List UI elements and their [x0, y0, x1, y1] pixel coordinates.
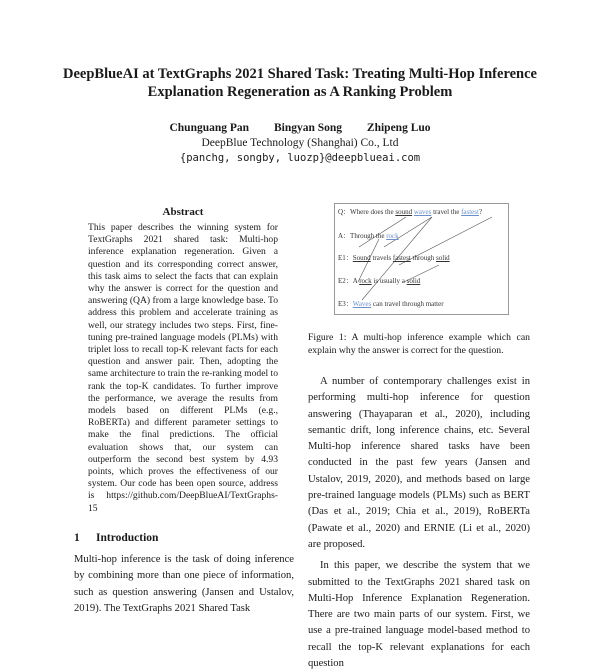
figure-question — [338, 207, 482, 217]
figure-answer — [338, 231, 399, 241]
figure-multi-hop-example — [334, 203, 509, 315]
right-column-body — [308, 374, 530, 672]
author-name: Bingyan Song — [273, 122, 343, 134]
figure-explanation-2 — [338, 276, 420, 286]
section-title: Introduction — [96, 532, 159, 544]
q-word-sound: sound — [395, 208, 413, 216]
a-text: A：Through the — [338, 232, 385, 240]
paragraph: In this paper, we describe the system that we submitted to the TextGraphs 2021 shared task on Multi-Hop Inference Explanation Regeneration. There are two main parts of our system. First, we use a pre-trained language model-based method to recall the top-K relevant explanations for each question — [308, 560, 530, 670]
affiliation: DeepBlue Technology (Shanghai) Co., Ltd — [201, 137, 399, 149]
section-number: 1 — [74, 532, 80, 544]
section-heading-introduction — [74, 532, 294, 544]
paragraph: A number of contemporary challenges exist in performing multi-hop inference for question answering (Thayaparan et al., 2020), including semantic drift, long inference chains, etc. Several Multi-hop inference shared tasks have been conducted in the past few years (Jansen and Ustalov, 2019, 2020), and methods based on large pre-trained language models (PLMs) such as BERT (Das et al., 2019; Chia et al., 2019), RoBERTa (Pawate et al., 2020) and ERNIE (Li et al., 2020) are proposed. — [308, 376, 530, 550]
author-name: Zhipeng Luo — [366, 122, 431, 134]
q-text: travel the — [433, 208, 460, 216]
e1-text: E1： — [338, 254, 353, 262]
e2-text: E2：A — [338, 277, 358, 285]
figure-explanation-3 — [338, 299, 444, 309]
q-text: ? — [478, 208, 483, 216]
a-word-rock: rock — [386, 232, 399, 240]
e1-word-sound: Sound — [352, 254, 371, 262]
abstract-text: This paper describes the winning system for TextGraphs 2021 shared task: Multi-hop inference explanation regeneration. Given a question and its corresponding correct answer, this task aims to select the facts that can explain why the answer is correct for the question and answering (QA) from a large knowledge base. To address this problem and accelerate training as well, our strategy includes two steps. First, fine-tuning pre-trained language models (PLMs) with triplet loss to recall top-K relevant facts for each question and answer pair. Then, adopting the same architecture to train the re-ranking model to rank the top-K candidates. To further improve the performance, we average the results from models based on different PLMs (e.g., RoBERTa) and different parameter settings to make the final predictions. The official evaluation shows that, our system can outperform the second best system by 4.93 points, which proves the effectiveness of our system. Our code has been open source, address is https://github.com/DeepBlueAI/TextGraphs-15 — [88, 222, 278, 514]
e1-text: travels — [372, 254, 392, 262]
abstract-heading: Abstract — [162, 206, 204, 218]
e2-text: is usually a — [373, 277, 405, 285]
e2-word-solid: solid — [406, 277, 421, 285]
figure-explanation-1 — [338, 253, 450, 263]
e3-text: can travel through matter — [373, 300, 444, 308]
paper-title: DeepBlueAI at TextGraphs 2021 Shared Task: Treating Multi-Hop Inference Explanation Regeneration as A Ranking Problem — [63, 66, 537, 100]
e1-word-solid: solid — [436, 254, 450, 262]
introduction-text: Multi-hop inference is the task of doing inference by combining more than one piece of information, such as question answering (Jansen and Ustalov, 2019). The TextGraphs 2021 Shared Task — [74, 554, 294, 615]
q-word-fastest: fastest — [461, 208, 479, 216]
q-text: Q：Where does the — [338, 208, 394, 216]
e1-text: through — [412, 254, 435, 262]
author-email[interactable]: {panchg, songby, luozp}@deepblueai.com — [179, 152, 421, 164]
author-list — [100, 121, 500, 136]
author-name: Chunguang Pan — [169, 122, 250, 134]
e3-word-waves: Waves — [352, 300, 372, 308]
figure-caption: Figure 1: A multi-hop inference example which can explain why the answer is correct for the question. — [308, 332, 530, 356]
e3-text: E3： — [338, 300, 353, 308]
e2-word-rock: rock — [359, 277, 372, 285]
q-word-waves: waves — [413, 208, 432, 216]
e1-word-fastest: fastest — [392, 254, 411, 262]
